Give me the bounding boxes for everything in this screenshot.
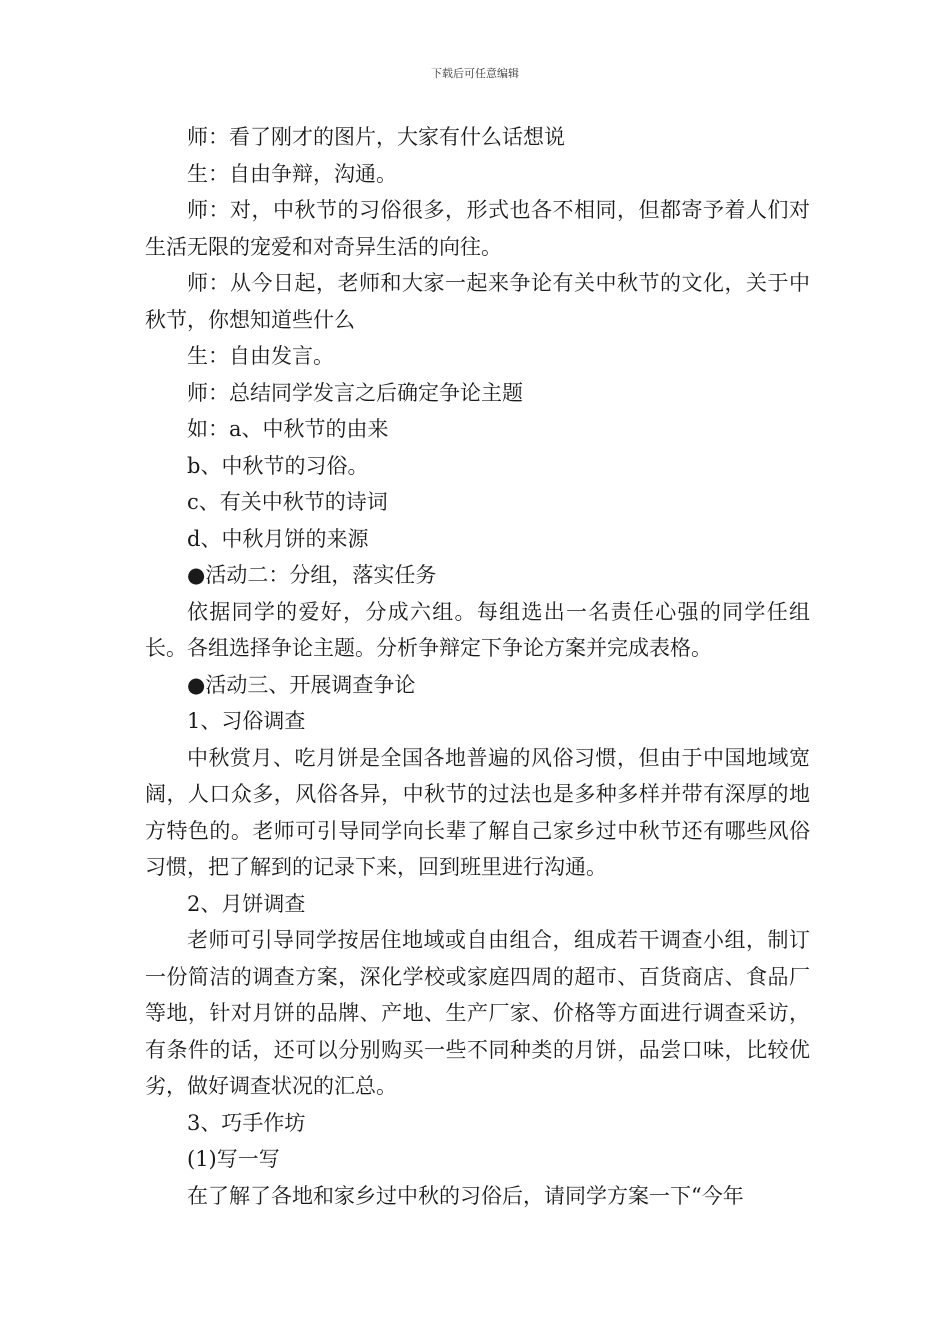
paragraph: 生：自由发言。 <box>187 344 334 368</box>
section-heading: ●活动三、开展调查争论 <box>187 672 416 697</box>
page-header-note: 下载后可任意编辑 <box>431 67 519 80</box>
subsection-heading: 1、习俗调查 <box>187 709 306 733</box>
paragraph: 中秋赏月、吃月饼是全国各地普遍的风俗习惯，但由于中国地域宽阔，人口众多，风俗各异，中秋节的过法也是多种多样并带有深厚的地方特色的。老师可引导同学向长辈了解自己家乡过中秋节还有哪些风俗习惯，把了解到的记录下来，回到班里进行沟通。 <box>145 745 810 879</box>
document-body <box>145 119 810 1214</box>
paragraph: 师：从今日起，老师和大家一起来争论有关中秋节的文化，关于中秋节，你想知道些什么 <box>145 271 810 332</box>
paragraph: 师：对，中秋节的习俗很多，形式也各不相同，但都寄予着人们对生活无限的宠爱和对奇异生活的向往。 <box>145 198 810 259</box>
subsection-heading: 3、巧手作坊 <box>187 1110 306 1135</box>
paragraph: 师：看了刚才的图片，大家有什么话想说 <box>187 125 565 149</box>
paragraph: b、中秋节的习俗。 <box>187 453 369 478</box>
paragraph: 如：a、中秋节的由来 <box>187 417 389 441</box>
paragraph: 生：自由争辩，沟通。 <box>187 161 397 186</box>
paragraph: 在了解了各地和家乡过中秋的习俗后，请同学方案一下“今年 <box>187 1183 744 1208</box>
paragraph: c、有关中秋节的诗词 <box>187 490 388 514</box>
paragraph: 师：总结同学发言之后确定争论主题 <box>187 380 523 405</box>
subsection-heading: 2、月饼调查 <box>187 891 306 916</box>
section-heading: ●活动二：分组，落实任务 <box>187 563 437 587</box>
paragraph: 依据同学的爱好，分成六组。每组选出一名责任心强的同学任组长。各组选择争论主题。分析争辩定下争论方案并完成表格。 <box>145 599 810 660</box>
subsection-heading: (1)写一写 <box>187 1147 280 1171</box>
paragraph: 老师可引导同学按居住地域或自由组合，组成若干调查小组，制订一份简洁的调查方案，深化学校或家庭四周的超市、百货商店、食品厂等地，针对月饼的品牌、产地、生产厂家、价格等方面进行调查采访，有条件的话，还可以分别购买一些不同种类的月饼，品尝口味，比较优劣，做好调查状况的汇总。 <box>145 928 810 1098</box>
paragraph: d、中秋月饼的来源 <box>187 526 369 551</box>
